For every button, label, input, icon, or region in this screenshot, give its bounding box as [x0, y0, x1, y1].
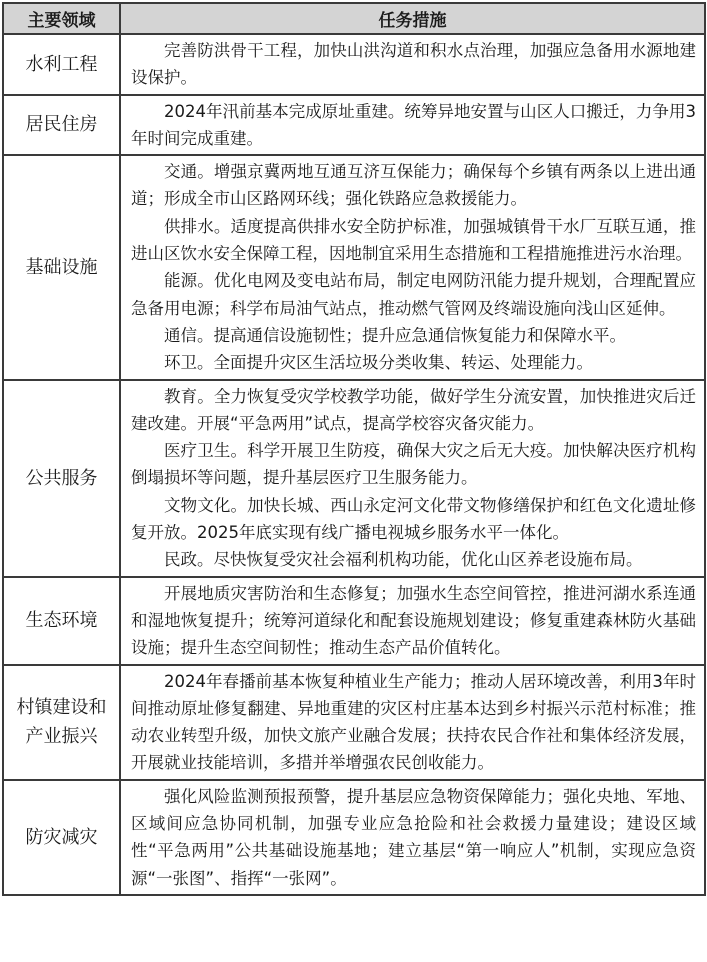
task-paragraph: 环卫。全面提升灾区生活垃圾分类收集、转运、处理能力。 [164, 353, 593, 373]
table-row-village-industry [3, 665, 705, 780]
table-header-row [3, 3, 705, 34]
task-cell [120, 780, 705, 895]
task-paragraph: 教育。全力恢复受灾学校教学功能，做好学生分流安置，加快推进灾后迁建改建。开展“平急两用”试点，提高学校容灾备灾能力。 [131, 386, 696, 433]
header-task: 任务措施 [120, 3, 705, 34]
area-cell: 村镇建设和产业振兴 [3, 665, 120, 780]
task-paragraph: 2024年汛前基本完成原址重建。统筹异地安置与山区人口搬迁，力争用3年时间完成重建。 [131, 101, 696, 148]
area-cell: 生态环境 [3, 577, 120, 665]
table-row-ecology [3, 577, 705, 665]
area-cell: 公共服务 [3, 380, 120, 577]
task-paragraph: 交通。增强京冀两地互通互济互保能力；确保每个乡镇有两条以上进出通道；形成全市山区路网环线；强化铁路应急救援能力。 [131, 162, 696, 209]
area-cell: 防灾减灾 [3, 780, 120, 895]
task-cell [120, 155, 705, 379]
task-paragraph: 开展地质灾害防治和生态修复；加强水生态空间管控，推进河湖水系连通和湿地恢复提升；统筹河道绿化和配套设施规划建设；修复重建森林防火基础设施；提升生态空间韧性；推动生态产品价值转化。 [131, 583, 696, 658]
table-row-public-services [3, 380, 705, 577]
task-paragraph: 通信。提高通信设施韧性；提升应急通信恢复能力和保障水平。 [164, 325, 626, 345]
task-table [2, 2, 706, 896]
area-cell: 水利工程 [3, 34, 120, 95]
task-cell [120, 665, 705, 780]
task-paragraph: 强化风险监测预报预警，提升基层应急物资保障能力；强化央地、军地、区域间应急协同机制，加强专业应急抢险和社会救援力量建设；建设区域性“平急两用”公共基础设施基地；建立基层“第一响应人”机制，实现应急资源“一张图”、指挥“一张网”。 [131, 786, 696, 888]
task-cell [120, 95, 705, 156]
task-paragraph: 供排水。适度提高供排水安全防护标准，加强城镇骨干水厂互联互通，推进山区饮水安全保障工程，因地制宜采用生态措施和工程措施推进污水治理。 [131, 216, 696, 264]
area-cell: 居民住房 [3, 95, 120, 156]
table-row-disaster-prevention [3, 780, 705, 895]
task-cell [120, 34, 705, 95]
task-paragraph: 医疗卫生。科学开展卫生防疫，确保大灾之后无大疫。加快解决医疗机构倒塌损坏等问题，提升基层医疗卫生服务能力。 [131, 441, 696, 488]
table-row-water-conservancy [3, 34, 705, 95]
header-area: 主要领域 [3, 3, 120, 34]
task-paragraph: 完善防洪骨干工程，加快山洪沟道和积水点治理，加强应急备用水源地建设保护。 [131, 41, 696, 88]
task-paragraph: 民政。尽快恢复受灾社会福利机构功能，优化山区养老设施布局。 [164, 550, 643, 570]
task-cell [120, 380, 705, 577]
table-row-infrastructure [3, 155, 705, 379]
task-paragraph: 能源。优化电网及变电站布局，制定电网防汛能力提升规划，合理配置应急备用电源；科学布局油气站点，推动燃气管网及终端设施向浅山区延伸。 [131, 271, 696, 318]
task-paragraph: 文物文化。加快长城、西山永定河文化带文物修缮保护和红色文化遗址修复开放。2025年底实现有线广播电视城乡服务水平一体化。 [131, 495, 696, 543]
area-cell: 基础设施 [3, 155, 120, 379]
task-cell [120, 577, 705, 665]
task-paragraph: 2024年春播前基本恢复种植业生产能力；推动人居环境改善，利用3年时间推动原址修复翻建、异地重建的灾区村庄基本达到乡村振兴示范村标准；推动农业转型升级，加快文旅产业融合发展；扶持农民合作社和集体经济发展，开展就业技能培训，多措并举增强农民创收能力。 [131, 671, 696, 773]
table-row-housing [3, 95, 705, 156]
